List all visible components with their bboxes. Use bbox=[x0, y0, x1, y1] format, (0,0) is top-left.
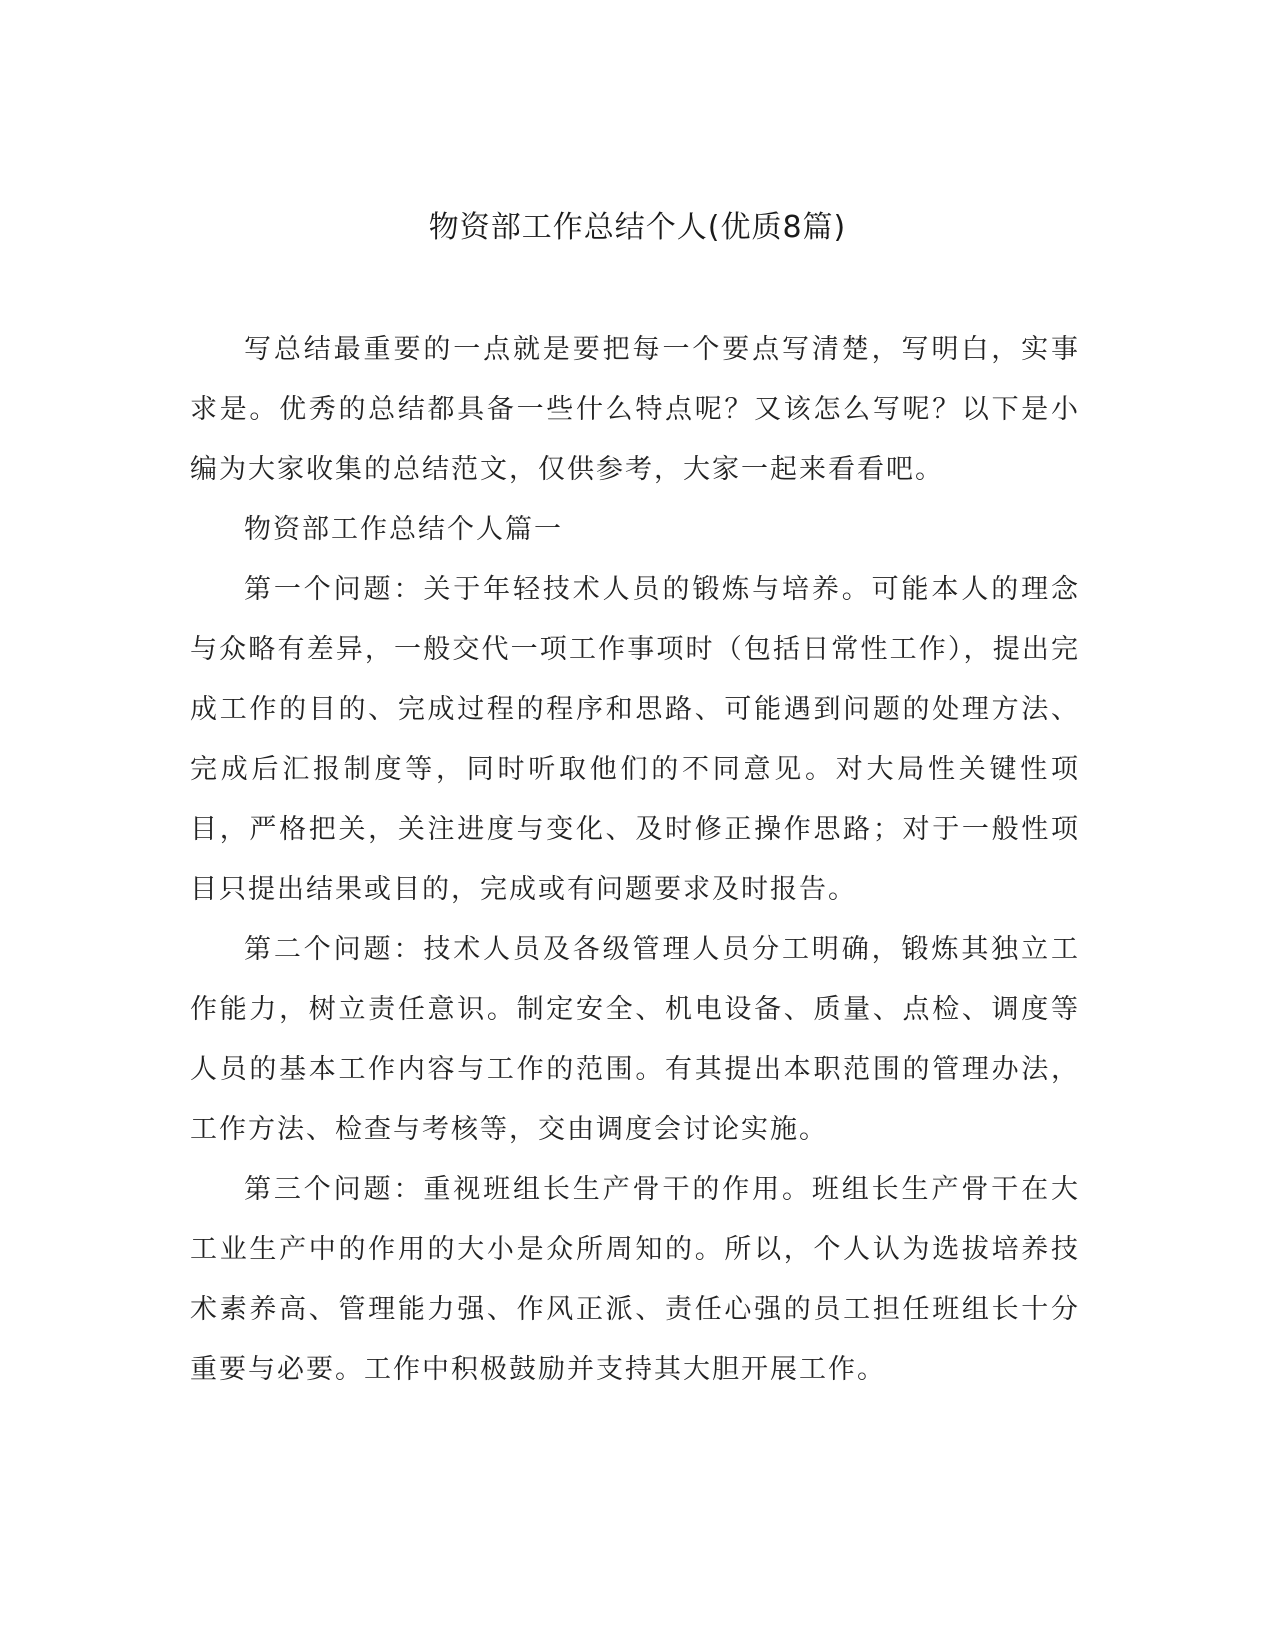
body-paragraph-1: 第一个问题：关于年轻技术人员的锻炼与培养。可能本人的理念与众略有差异，一般交代一项工作事项时（包括日常性工作），提出完成工作的目的、完成过程的程序和思路、可能遇到问题的处理方法、完成后汇报制度等，同时听取他们的不同意见。对大局性关键性项目，严格把关，关注进度与变化、及时修正操作思路；对于一般性项目只提出结果或目的，完成或有问题要求及时报告。 bbox=[190, 574, 1080, 905]
body-paragraph-3: 第三个问题：重视班组长生产骨干的作用。班组长生产骨干在大工业生产中的作用的大小是众所周知的。所以，个人认为选拔培养技术素养高、管理能力强、作风正派、责任心强的员工担任班组长十分重要与必要。工作中积极鼓励并支持其大胆开展工作。 bbox=[190, 1174, 1080, 1385]
section-heading: 物资部工作总结个人篇一 bbox=[244, 514, 563, 545]
intro-paragraph: 写总结最重要的一点就是要把每一个要点写清楚，写明白，实事求是。优秀的总结都具备一些什么特点呢？又该怎么写呢？以下是小编为大家收集的总结范文，仅供参考，大家一起来看看吧。 bbox=[190, 334, 1080, 485]
document-body bbox=[190, 320, 1080, 1400]
body-paragraph-2: 第二个问题：技术人员及各级管理人员分工明确，锻炼其独立工作能力，树立责任意识。制定安全、机电设备、质量、点检、调度等人员的基本工作内容与工作的范围。有其提出本职范围的管理办法，工作方法、检查与考核等，交由调度会讨论实施。 bbox=[190, 934, 1080, 1145]
document-title: 物资部工作总结个人(优质8篇) bbox=[428, 210, 847, 245]
